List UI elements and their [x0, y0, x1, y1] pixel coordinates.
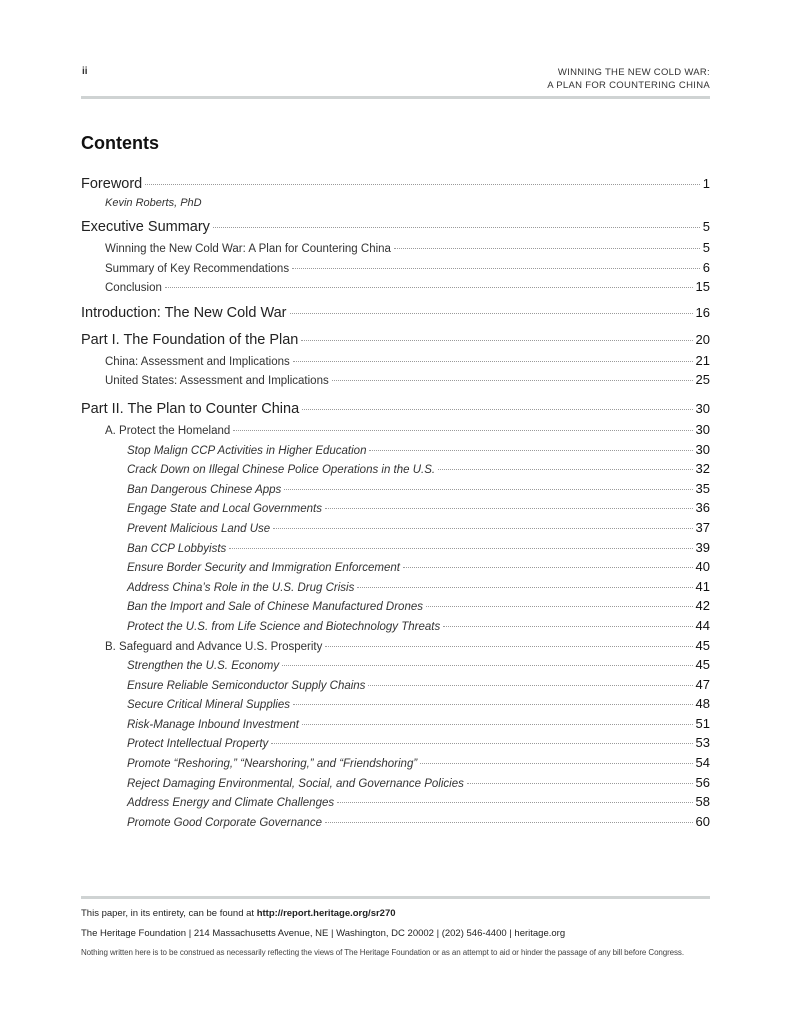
toc-page-number: 58 [695, 794, 710, 810]
dot-leader [332, 380, 693, 381]
toc-item[interactable] [81, 657, 710, 677]
dot-leader [438, 469, 692, 470]
dot-leader [292, 268, 700, 269]
toc-page-number: 56 [695, 774, 710, 790]
dot-leader [368, 685, 692, 686]
toc-page-number: 25 [695, 372, 710, 388]
dot-leader [284, 489, 692, 490]
toc-page-number: 5 [702, 219, 710, 234]
toc-item[interactable] [81, 696, 710, 716]
dot-leader [165, 287, 693, 288]
toc-entry-label: Risk-Manage Inbound Investment [127, 718, 299, 731]
toc-entry-label: Secure Critical Mineral Supplies [127, 699, 290, 712]
toc-page-number: 32 [695, 461, 710, 477]
toc-entry-label: Ensure Border Security and Immigration Enforcement [127, 562, 400, 575]
toc-entry-introduction[interactable] [81, 305, 710, 326]
running-header [547, 66, 710, 92]
dot-leader [369, 450, 692, 451]
toc-entry-label: Address Energy and Climate Challenges [127, 797, 335, 810]
toc-page-number: 45 [695, 657, 710, 673]
report-url-link[interactable]: http://report.heritage.org/sr270 [256, 908, 396, 919]
toc-section-protect-homeland[interactable] [81, 422, 710, 442]
toc-entry-label: Ensure Reliable Semiconductor Supply Chains [127, 679, 366, 692]
toc-item[interactable] [81, 442, 710, 462]
toc-page-number: 37 [695, 519, 710, 535]
toc-subentry[interactable] [81, 279, 710, 299]
toc-page-number: 60 [695, 813, 710, 829]
toc-entry-label: Promote “Reshoring,” “Nearshoring,” and “Friendshoring” [127, 758, 418, 771]
dot-leader [293, 361, 693, 362]
toc-entry-label: Part I. The Foundation of the Plan [81, 331, 299, 348]
toc-entry-label: Strengthen the U.S. Economy [127, 660, 280, 673]
toc-subentry[interactable] [81, 353, 710, 373]
toc-entry-label: Ban CCP Lobbyists [127, 542, 227, 555]
page-number: ii [82, 66, 88, 77]
toc-entry-executive-summary[interactable] [81, 219, 710, 240]
toc-item[interactable] [81, 794, 710, 814]
toc-subentry[interactable] [81, 240, 710, 260]
toc-page-number: 6 [702, 259, 710, 275]
toc-entry-label: Foreword [81, 176, 143, 192]
toc-item[interactable] [81, 461, 710, 481]
toc-page-number: 30 [695, 421, 710, 437]
dot-leader [443, 626, 692, 627]
toc-entry-label: Executive Summary [81, 219, 210, 235]
toc-entry-part-2[interactable] [81, 401, 710, 422]
toc-item[interactable] [81, 540, 710, 560]
contents-heading: Contents [81, 133, 159, 153]
dot-leader [233, 430, 692, 431]
toc-page-number: 30 [695, 400, 710, 416]
footer-url-line [81, 908, 396, 919]
dot-leader [325, 822, 693, 823]
toc-page-number: 1 [702, 176, 710, 191]
toc-entry-label: Engage State and Local Governments [127, 503, 322, 516]
toc-page-number: 5 [702, 240, 710, 255]
toc-page-number: 40 [695, 559, 710, 575]
toc-entry-label: Summary of Key Recommendations [105, 262, 290, 275]
toc-item[interactable] [81, 814, 710, 834]
footer-address: The Heritage Foundation | 214 Massachusetts Avenue, NE | Washington, DC 20002 | (202) 546-4400 | heritage.org [81, 928, 566, 939]
dot-leader [302, 724, 693, 725]
dot-leader [325, 646, 692, 647]
dot-leader [293, 704, 693, 705]
footer-rule [81, 896, 710, 899]
toc-entry-label: Introduction: The New Cold War [81, 304, 287, 321]
toc-entry-label: Address China’s Role in the U.S. Drug Crisis [127, 581, 355, 594]
toc-item[interactable] [81, 598, 710, 618]
toc-item[interactable] [81, 755, 710, 775]
toc-page-number: 21 [695, 352, 710, 368]
dot-leader [302, 409, 692, 410]
footer-disclaimer: Nothing written here is to be construed as necessarily reflecting the views of The Heritage Foundation or as an attempt to aid or hinder the passage of any bill before Congress. [81, 948, 684, 957]
dot-leader [271, 743, 692, 744]
toc-page-number: 53 [695, 735, 710, 751]
toc-page-number: 45 [695, 637, 710, 653]
table-of-contents [81, 176, 710, 833]
dot-leader [394, 248, 700, 249]
toc-entry-label: United States: Assessment and Implications [105, 375, 329, 388]
toc-item[interactable] [81, 520, 710, 540]
toc-item[interactable] [81, 618, 710, 638]
toc-page-number: 48 [695, 696, 710, 712]
dot-leader [426, 606, 693, 607]
dot-leader [282, 665, 692, 666]
toc-item[interactable] [81, 716, 710, 736]
toc-entry-label: Ban the Import and Sale of Chinese Manufactured Drones [127, 601, 423, 614]
toc-page-number: 42 [695, 598, 710, 614]
toc-entry-part-1[interactable] [81, 332, 710, 353]
toc-entry-label: Protect the U.S. from Life Science and Biotechnology Threats [127, 620, 441, 633]
toc-section-prosperity[interactable] [81, 638, 710, 658]
toc-entry-label: Prevent Malicious Land Use [127, 522, 271, 535]
toc-entry-label: Protect Intellectual Property [127, 738, 269, 751]
dot-leader [467, 783, 693, 784]
toc-page-number: 20 [695, 331, 710, 347]
toc-entry-label: China: Assessment and Implications [105, 355, 290, 368]
toc-page-number: 30 [695, 441, 710, 457]
dot-leader [357, 587, 692, 588]
header-title-line2: A PLAN FOR COUNTERING CHINA [547, 80, 710, 91]
footer-url-prefix: This paper, in its entirety, can be found at [81, 908, 257, 919]
toc-item[interactable] [81, 500, 710, 520]
toc-entry-label: Crack Down on Illegal Chinese Police Operations in the U.S. [127, 464, 436, 477]
toc-entry-foreword[interactable] [81, 176, 710, 197]
toc-entry-label: A. Protect the Homeland [105, 424, 231, 437]
toc-entry-label: Part II. The Plan to Counter China [81, 400, 300, 417]
dot-leader [145, 184, 700, 185]
toc-item[interactable] [81, 481, 710, 501]
toc-item[interactable] [81, 775, 710, 795]
toc-page-number: 15 [695, 279, 710, 295]
toc-page-number: 41 [695, 578, 710, 594]
toc-page-number: 44 [695, 617, 710, 633]
toc-entry-label: Ban Dangerous Chinese Apps [127, 483, 282, 496]
dot-leader [420, 763, 692, 764]
header-rule [81, 96, 710, 99]
dot-leader [290, 313, 693, 314]
toc-item[interactable] [81, 579, 710, 599]
toc-page-number: 36 [695, 500, 710, 516]
dot-leader [325, 508, 693, 509]
toc-item[interactable] [81, 559, 710, 579]
dot-leader [273, 528, 692, 529]
toc-entry-label: Stop Malign CCP Activities in Higher Education [127, 444, 367, 457]
toc-entry-label: Promote Good Corporate Governance [127, 816, 322, 829]
toc-item[interactable] [81, 735, 710, 755]
dot-leader [229, 548, 692, 549]
dot-leader [337, 802, 692, 803]
toc-subentry[interactable] [81, 372, 710, 392]
toc-page-number: 39 [695, 539, 710, 555]
toc-item[interactable] [81, 677, 710, 697]
header-title-line1: WINNING THE NEW COLD WAR: [557, 67, 710, 78]
dot-leader [213, 227, 700, 228]
toc-entry-label: Winning the New Cold War: A Plan for Countering China [105, 243, 391, 255]
toc-subentry[interactable] [81, 260, 710, 280]
dot-leader [301, 340, 692, 341]
toc-entry-label: Conclusion [105, 282, 162, 295]
toc-page-number: 51 [695, 715, 710, 731]
toc-page-number: 35 [695, 480, 710, 496]
dot-leader [403, 567, 693, 568]
toc-page-number: 47 [695, 676, 710, 692]
foreword-author: Kevin Roberts, PhD [105, 197, 202, 209]
toc-entry-label: B. Safeguard and Advance U.S. Prosperity [105, 640, 323, 653]
toc-entry-label: Reject Damaging Environmental, Social, and Governance Policies [127, 777, 464, 790]
toc-page-number: 54 [695, 755, 710, 771]
toc-page-number: 16 [695, 304, 710, 320]
